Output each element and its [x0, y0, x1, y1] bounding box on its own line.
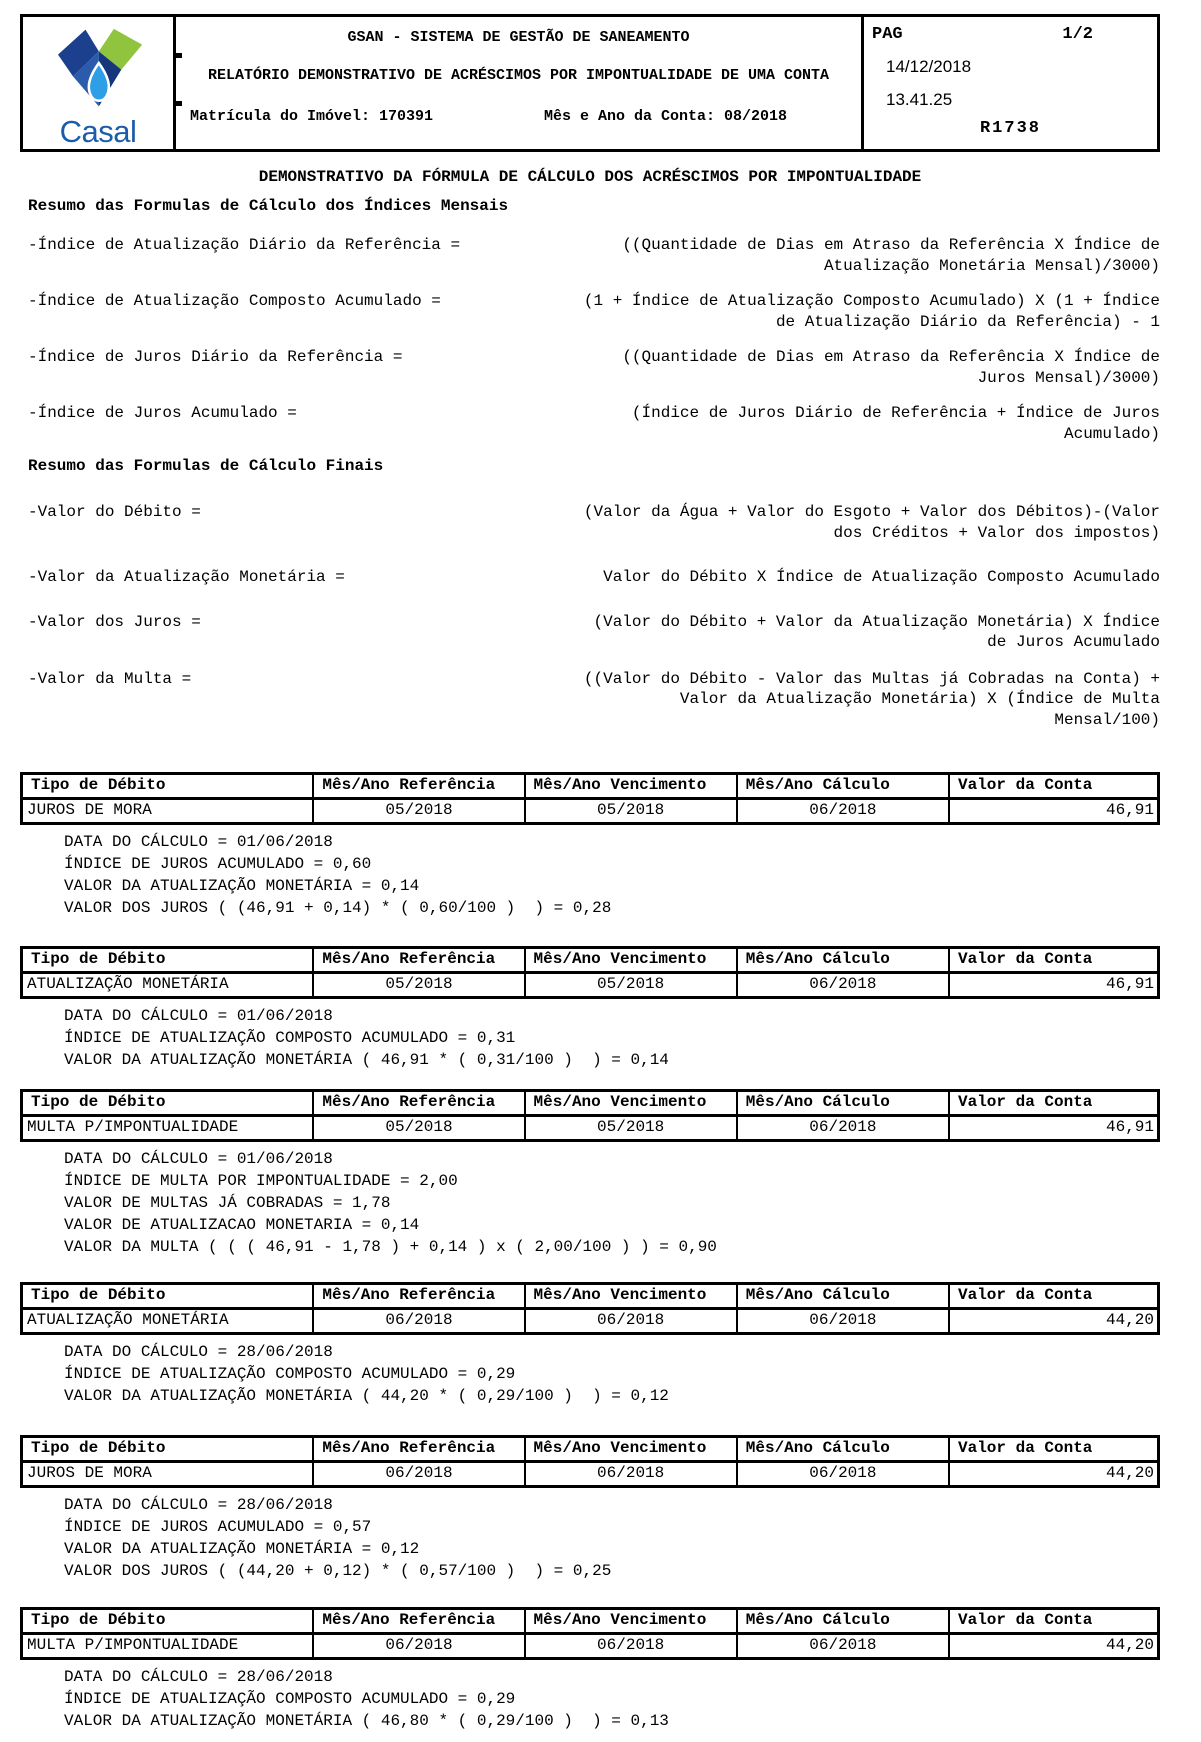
casal-logo-text: Casal: [59, 113, 137, 149]
debit-cell: MULTA P/IMPONTUALIDADE: [22, 1116, 314, 1141]
table-header-cell: Valor da Conta: [949, 1437, 1159, 1462]
table-header-cell: Tipo de Débito: [22, 1284, 314, 1309]
debit-table: [20, 946, 1160, 999]
debit-block: [20, 1089, 1160, 1255]
formula-value: ((Quantidade de Dias em Atraso da Referência X Índice de Atualização Monetária Mensal)/3000): [622, 236, 1160, 275]
table-header-cell: Mês/Ano Referência: [313, 1284, 524, 1309]
detail-line: DATA DO CÁLCULO = 28/06/2018: [64, 1668, 333, 1686]
page-title: DEMONSTRATIVO DA FÓRMULA DE CÁLCULO DOS ACRÉSCIMOS POR IMPONTUALIDADE: [258, 168, 922, 186]
formula-label: -Valor da Multa =: [28, 669, 192, 688]
debit-cell: 46,91: [1105, 801, 1154, 819]
debit-block: [20, 1607, 1160, 1729]
print-date: 14/12/2018: [886, 57, 972, 76]
table-header-cell: Mês/Ano Referência: [313, 1091, 524, 1116]
debit-cell: 44,20: [1105, 1464, 1154, 1482]
table-header-cell: Mês/Ano Cálculo: [737, 1091, 949, 1116]
table-header-cell: Mês/Ano Vencimento: [525, 774, 737, 799]
debit-table: [20, 1089, 1160, 1142]
detail-line: ÍNDICE DE JUROS ACUMULADO = 0,60: [64, 855, 372, 873]
debit-row: [22, 1462, 1159, 1487]
debit-row: [22, 799, 1159, 824]
report-title: RELATÓRIO DEMONSTRATIVO DE ACRÉSCIMOS POR IMPONTUALIDADE DE UMA CONTA: [207, 67, 830, 84]
header-center: [176, 17, 861, 149]
formula-value: ((Valor do Débito - Valor das Multas já Cobradas na Conta) + Valor da Atualização Monetária) X (Índice de Multa Mensal/100): [583, 669, 1160, 729]
detail-line: VALOR DA MULTA ( ( ( 46,91 - 1,78 ) + 0,14 ) x ( 2,00/100 ) ) = 0,90: [64, 1238, 717, 1256]
table-header-cell: Tipo de Débito: [22, 1091, 314, 1116]
formula-value: (1 + Índice de Atualização Composto Acumulado) X (1 + Índice de Atualização Diário da Referência) - 1: [583, 292, 1160, 331]
report-header: [20, 14, 1160, 152]
detail-line: VALOR DA ATUALIZAÇÃO MONETÁRIA ( 46,91 * ( 0,31/100 ) ) = 0,14: [64, 1051, 669, 1069]
debit-block: [20, 1282, 1160, 1404]
debit-cell: 44,20: [1105, 1636, 1154, 1654]
debit-table-header-row: [22, 1437, 1159, 1462]
detail-line: DATA DO CÁLCULO = 28/06/2018: [64, 1496, 333, 1514]
table-header-cell: Tipo de Débito: [22, 774, 314, 799]
detail-line: DATA DO CÁLCULO = 01/06/2018: [64, 833, 333, 851]
formula-row: [20, 403, 1160, 444]
formula-section: [20, 197, 1160, 444]
detail-line: ÍNDICE DE JUROS ACUMULADO = 0,57: [64, 1518, 372, 1536]
detail-line: VALOR DOS JUROS ( (44,20 + 0,12) * ( 0,57/100 ) ) = 0,25: [64, 1562, 612, 1580]
debit-cell: 05/2018: [525, 799, 737, 824]
debit-cell: 06/2018: [525, 1309, 737, 1334]
header-divider-tick: [173, 101, 182, 106]
debit-cell: 05/2018: [525, 1116, 737, 1141]
debit-cell: 05/2018: [313, 799, 524, 824]
formula-value: (Índice de Juros Diário de Referência + Índice de Juros Acumulado): [631, 404, 1160, 443]
debit-cell: 06/2018: [313, 1309, 524, 1334]
detail-line: ÍNDICE DE ATUALIZAÇÃO COMPOSTO ACUMULADO = 0,29: [64, 1365, 516, 1383]
debit-cell: 06/2018: [737, 799, 949, 824]
table-header-cell: Mês/Ano Vencimento: [525, 1609, 737, 1634]
debit-block: [20, 946, 1160, 1068]
formula-sections: [20, 197, 1160, 730]
debit-cell: 06/2018: [525, 1462, 737, 1487]
formula-label: -Índice de Atualização Composto Acumulado =: [28, 292, 441, 310]
debit-cell: 46,91: [1105, 1118, 1154, 1136]
debit-cell: 06/2018: [313, 1634, 524, 1659]
detail-line: VALOR DA ATUALIZAÇÃO MONETÁRIA ( 44,20 * ( 0,29/100 ) ) = 0,12: [64, 1387, 669, 1405]
table-header-cell: Valor da Conta: [949, 1091, 1159, 1116]
detail-line: DATA DO CÁLCULO = 28/06/2018: [64, 1343, 333, 1361]
formula-row: [20, 612, 1160, 653]
table-header-cell: Mês/Ano Cálculo: [737, 1609, 949, 1634]
table-header-cell: Valor da Conta: [949, 1284, 1159, 1309]
debit-table: [20, 772, 1160, 825]
table-header-cell: Tipo de Débito: [22, 948, 314, 973]
table-header-cell: Mês/Ano Referência: [313, 1437, 524, 1462]
debit-block: [20, 1435, 1160, 1579]
table-header-cell: Mês/Ano Referência: [313, 1609, 524, 1634]
table-header-cell: Mês/Ano Cálculo: [737, 774, 949, 799]
pag-value: 1/2: [1062, 25, 1093, 44]
table-header-cell: Valor da Conta: [949, 774, 1159, 799]
debit-table: [20, 1435, 1160, 1488]
detail-line: DATA DO CÁLCULO = 01/06/2018: [64, 1150, 333, 1168]
print-time: 13.41.25: [886, 90, 953, 109]
debit-cell: 05/2018: [313, 1116, 524, 1141]
formula-row: [20, 567, 1160, 588]
calc-details: [20, 1008, 1160, 1068]
formula-label: -Valor da Atualização Monetária =: [28, 568, 345, 586]
table-header-cell: Tipo de Débito: [22, 1609, 314, 1634]
debit-cell: 06/2018: [525, 1634, 737, 1659]
debit-row: [22, 1116, 1159, 1141]
detail-line: DATA DO CÁLCULO = 01/06/2018: [64, 1007, 333, 1025]
formula-value: (Valor do Débito + Valor da Atualização Monetária) X Índice de Juros Acumulado: [593, 612, 1160, 651]
debit-cell: 05/2018: [525, 973, 737, 998]
debit-row: [22, 1634, 1159, 1659]
debit-cell: 44,20: [1105, 1311, 1154, 1329]
debit-table-header-row: [22, 1091, 1159, 1116]
detail-line: VALOR DE MULTAS JÁ COBRADAS = 1,78: [64, 1194, 391, 1212]
detail-line: ÍNDICE DE ATUALIZAÇÃO COMPOSTO ACUMULADO = 0,31: [64, 1029, 516, 1047]
section-heading: Resumo das Formulas de Cálculo Finais: [28, 457, 384, 475]
calc-details: [20, 1669, 1160, 1729]
section-heading: Resumo das Formulas de Cálculo dos Índices Mensais: [28, 197, 509, 215]
debit-cell: ATUALIZAÇÃO MONETÁRIA: [22, 1309, 314, 1334]
formula-label: -Valor do Débito =: [28, 503, 201, 521]
page-info-box: [861, 17, 1157, 149]
table-header-cell: Valor da Conta: [949, 1609, 1159, 1634]
detail-line: VALOR DOS JUROS ( (46,91 + 0,14) * ( 0,60/100 ) ) = 0,28: [64, 899, 612, 917]
calc-details: [20, 1344, 1160, 1404]
calc-details: [20, 1151, 1160, 1255]
debit-block: [20, 772, 1160, 916]
debit-cell: 06/2018: [737, 1309, 949, 1334]
table-header-cell: Mês/Ano Vencimento: [525, 948, 737, 973]
formula-row: [20, 502, 1160, 543]
table-header-cell: Mês/Ano Cálculo: [737, 948, 949, 973]
detail-line: ÍNDICE DE MULTA POR IMPONTUALIDADE = 2,00: [64, 1172, 458, 1190]
report-code: R1738: [979, 119, 1041, 138]
formula-row: [20, 235, 1160, 276]
matricula-imovel: Matrícula do Imóvel: 170391: [190, 108, 434, 125]
table-header-cell: Mês/Ano Cálculo: [737, 1437, 949, 1462]
debit-cell: JUROS DE MORA: [22, 1462, 314, 1487]
table-header-cell: Mês/Ano Vencimento: [525, 1284, 737, 1309]
header-divider-tick: [173, 53, 182, 58]
detail-line: VALOR DA ATUALIZAÇÃO MONETÁRIA ( 46,80 * ( 0,29/100 ) ) = 0,13: [64, 1712, 669, 1730]
debit-cell: JUROS DE MORA: [22, 799, 314, 824]
debit-table-header-row: [22, 1284, 1159, 1309]
detail-line: ÍNDICE DE ATUALIZAÇÃO COMPOSTO ACUMULADO = 0,29: [64, 1690, 516, 1708]
casal-logo-icon: [48, 20, 148, 116]
header-meta-row: [190, 108, 847, 125]
table-header-cell: Valor da Conta: [949, 948, 1159, 973]
formula-label: -Índice de Juros Diário da Referência =: [28, 348, 403, 366]
table-header-cell: Tipo de Débito: [22, 1437, 314, 1462]
pag-label: PAG: [872, 25, 903, 44]
formula-value: ((Quantidade de Dias em Atraso da Referência X Índice de Juros Mensal)/3000): [622, 348, 1160, 387]
debit-row: [22, 973, 1159, 998]
debit-cell: 06/2018: [737, 1634, 949, 1659]
debit-row: [22, 1309, 1159, 1334]
debit-cell: MULTA P/IMPONTUALIDADE: [22, 1634, 314, 1659]
formula-row: [20, 669, 1160, 731]
debit-table-header-row: [22, 948, 1159, 973]
debit-cell: 06/2018: [737, 973, 949, 998]
table-header-cell: Mês/Ano Vencimento: [525, 1091, 737, 1116]
debit-cell: ATUALIZAÇÃO MONETÁRIA: [22, 973, 314, 998]
formula-value: Valor do Débito X Índice de Atualização Composto Acumulado: [603, 568, 1160, 586]
debit-table-header-row: [22, 774, 1159, 799]
debit-table: [20, 1282, 1160, 1335]
formula-row: [20, 291, 1160, 332]
debit-blocks: [20, 772, 1160, 1729]
debit-cell: 46,91: [1105, 975, 1154, 993]
formula-label: -Índice de Juros Acumulado =: [28, 404, 297, 422]
debit-cell: 05/2018: [313, 973, 524, 998]
system-title: GSAN - SISTEMA DE GESTÃO DE SANEAMENTO: [347, 29, 690, 46]
debit-cell: 06/2018: [313, 1462, 524, 1487]
formula-row: [20, 347, 1160, 388]
detail-line: VALOR DE ATUALIZACAO MONETARIA = 0,14: [64, 1216, 420, 1234]
debit-table-header-row: [22, 1609, 1159, 1634]
debit-cell: 06/2018: [737, 1462, 949, 1487]
formula-label: -Valor dos Juros =: [28, 612, 201, 631]
calc-details: [20, 1497, 1160, 1579]
debit-table: [20, 1607, 1160, 1660]
table-header-cell: Mês/Ano Referência: [313, 774, 524, 799]
detail-line: VALOR DA ATUALIZAÇÃO MONETÁRIA = 0,12: [64, 1540, 420, 1558]
detail-line: VALOR DA ATUALIZAÇÃO MONETÁRIA = 0,14: [64, 877, 420, 895]
mes-ano-conta: Mês e Ano da Conta: 08/2018: [543, 108, 787, 125]
formula-label: -Índice de Atualização Diário da Referência =: [28, 236, 461, 254]
page-number-row: [872, 25, 1093, 44]
table-header-cell: Mês/Ano Vencimento: [525, 1437, 737, 1462]
formula-section: [20, 457, 1160, 730]
table-header-cell: Mês/Ano Cálculo: [737, 1284, 949, 1309]
table-header-cell: Mês/Ano Referência: [313, 948, 524, 973]
debit-cell: 06/2018: [737, 1116, 949, 1141]
casal-logo: [23, 17, 176, 149]
formula-value: (Valor da Água + Valor do Esgoto + Valor dos Débitos)-(Valor dos Créditos + Valor dos impostos): [583, 503, 1160, 542]
calc-details: [20, 834, 1160, 916]
